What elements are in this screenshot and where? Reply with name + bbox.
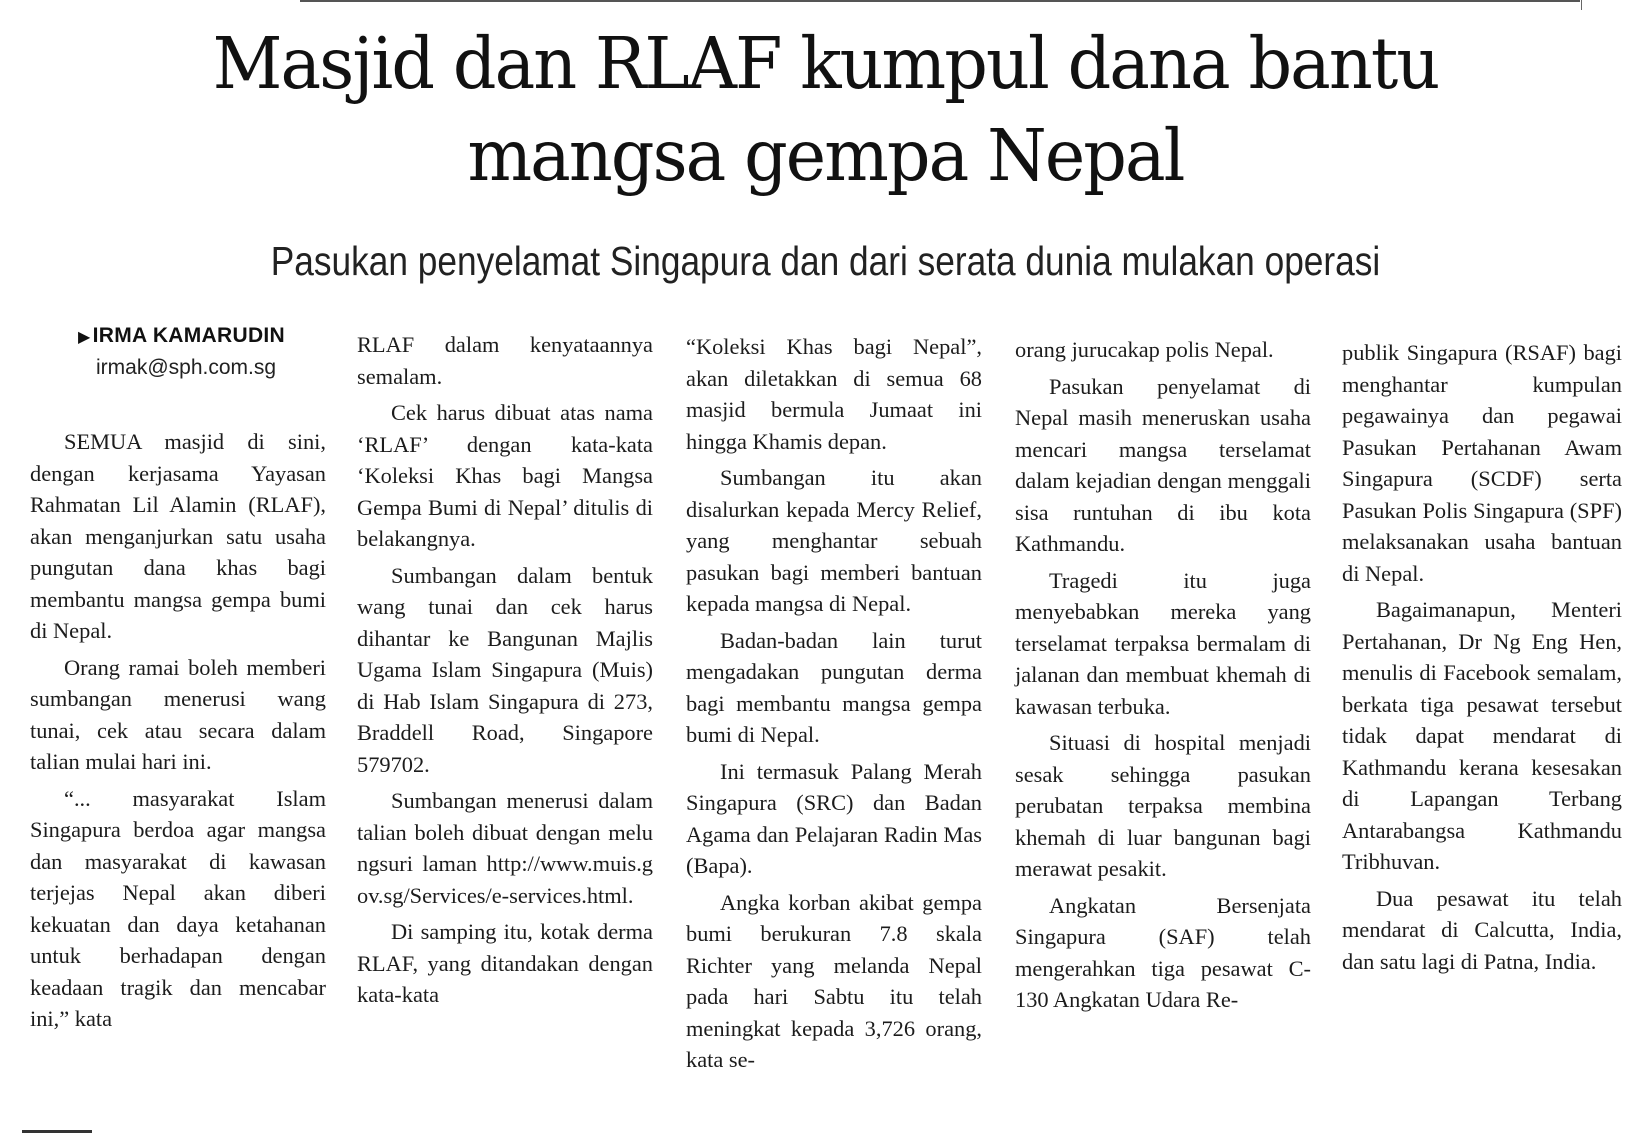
article-column-1 [30,426,326,1040]
paragraph: Orang ramai boleh memberi sumbangan menerusi wang tunai, cek atau secara dalam talian mulai hari ini. [30,654,326,774]
paragraph: Badan-badan lain turut mengadakan pungutan derma bagi membantu mangsa gempa bumi di Nepal. [686,627,982,747]
author-name: IRMA KAMARUDIN [92,324,286,347]
top-rule [300,0,1580,2]
article-column-2 [357,329,653,1016]
subheadline: Pasukan penyelamat Singapura dan dari serata dunia mulakan operasi [270,238,1381,284]
byline [78,324,285,380]
paragraph: Sumbangan dalam bentuk wang tunai dan cek harus dihantar ke Bangunan Majlis Ugama Islam Singapura (Muis) di Hab Islam Singapura di 273, Braddell Road, Singapore 579702. [357,562,653,777]
paragraph: Dua pesawat itu telah mendarat di Calcutta, India, dan satu lagi di Patna, India. [1342,885,1622,974]
paragraph: Cek harus dibuat atas nama ‘RLAF’ dengan kata-kata ‘Koleksi Khas bagi Mangsa Gempa Bumi di Nepal’ ditulis di belakangnya. [357,400,653,551]
headline [91,18,1561,202]
paragraph: Bagaimanapun, Menteri Pertahanan, Dr Ng Eng Hen, menulis di Facebook semalam, berkata tiga pesawat tersebut tidak dapat mendarat di Kathmandu kerana kesesakan di Lapangan Terbang Antarabangsa Kathmandu Tribhuvan. [1342,597,1622,874]
footer-rule [22,1130,92,1133]
article-column-4 [1015,334,1311,1021]
author-email: irmak@sph.com.sg [96,356,277,379]
paragraph-continued: orang jurucakap polis Nepal. [1015,337,1274,362]
paragraph: Angkatan Bersenjata Singapura (SAF) telah mengerahkan tiga pesawat C-130 Angkatan Udara Re- [1015,892,1311,1012]
article-column-3 [686,331,982,1081]
paragraph-continued: publik Singapura (RSAF) bagi menghantar kumpulan pegawainya dan pegawai Pasukan Pertahanan Awam Singapura (SCDF) serta Pasukan Polis Singapura (SPF) melaksanakan usaha bantuan di Nepal. [1342,340,1622,586]
paragraph: Di samping itu, kotak derma RLAF, yang ditandakan dengan kata-kata [357,919,653,1007]
headline-line-2: mangsa gempa Nepal [467,114,1184,197]
paragraph: “... masyarakat Islam Singapura berdoa agar mangsa dan masyarakat di kawasan terjejas Nepal akan diberi kekuatan dan daya ketahanan untuk berhadapan dengan keadaan tragik dan mencabar ini,” kata [30,785,326,1031]
paragraph: Ini termasuk Palang Merah Singapura (SRC) dan Badan Agama dan Pelajaran Radin Mas (Bapa). [686,758,982,878]
headline-line-1: Masjid dan RLAF kumpul dana bantu [212,22,1439,105]
paragraph: Situasi di hospital menjadi sesak sehingga pasukan perubatan terpaksa membina khemah di luar bangunan bagi merawat pesakit. [1015,730,1311,881]
paragraph: Tragedi itu juga menyebabkan mereka yang terselamat terpaksa bermalam di jalanan dan membuat khemah di kawasan terbuka. [1015,567,1311,719]
paragraph: Angka korban akibat gempa bumi berukuran 7.8 skala Richter yang melanda Nepal pada hari Sabtu itu telah meningkat kepada 3,726 orang, kata se- [686,889,982,1072]
paragraph: Sumbangan menerusi dalam talian boleh dibuat dengan melungsuri laman http://www.muis.gov.sg/Services/e-services.html. [357,788,653,908]
article-column-5 [1342,337,1622,982]
paragraph: Sumbangan itu akan disalurkan kepada Mercy Relief, yang menghantar sebuah pasukan bagi memberi bantuan kepada mangsa di Nepal. [686,465,982,616]
triangle-bullet-icon: ▶ [78,329,91,346]
corner-rule [1581,0,1582,10]
paragraph-continued: “Koleksi Khas bagi Nepal”, akan diletakkan di semua 68 masjid bermula Jumaat ini hingga Khamis depan. [686,334,982,454]
paragraph: SEMUA masjid di sini, dengan kerjasama Yayasan Rahmatan Lil Alamin (RLAF), akan menganjurkan satu usaha pungutan dana khas bagi membantu mangsa gempa bumi di Nepal. [30,429,326,643]
author-name-row [78,324,285,348]
paragraph: Pasukan penyelamat di Nepal masih meneruskan usaha mencari mangsa terselamat dalam kejadian dengan menggali sisa runtuhan di ibu kota Kathmandu. [1015,373,1311,556]
paragraph-continued: RLAF dalam kenyataannya semalam. [357,332,653,389]
